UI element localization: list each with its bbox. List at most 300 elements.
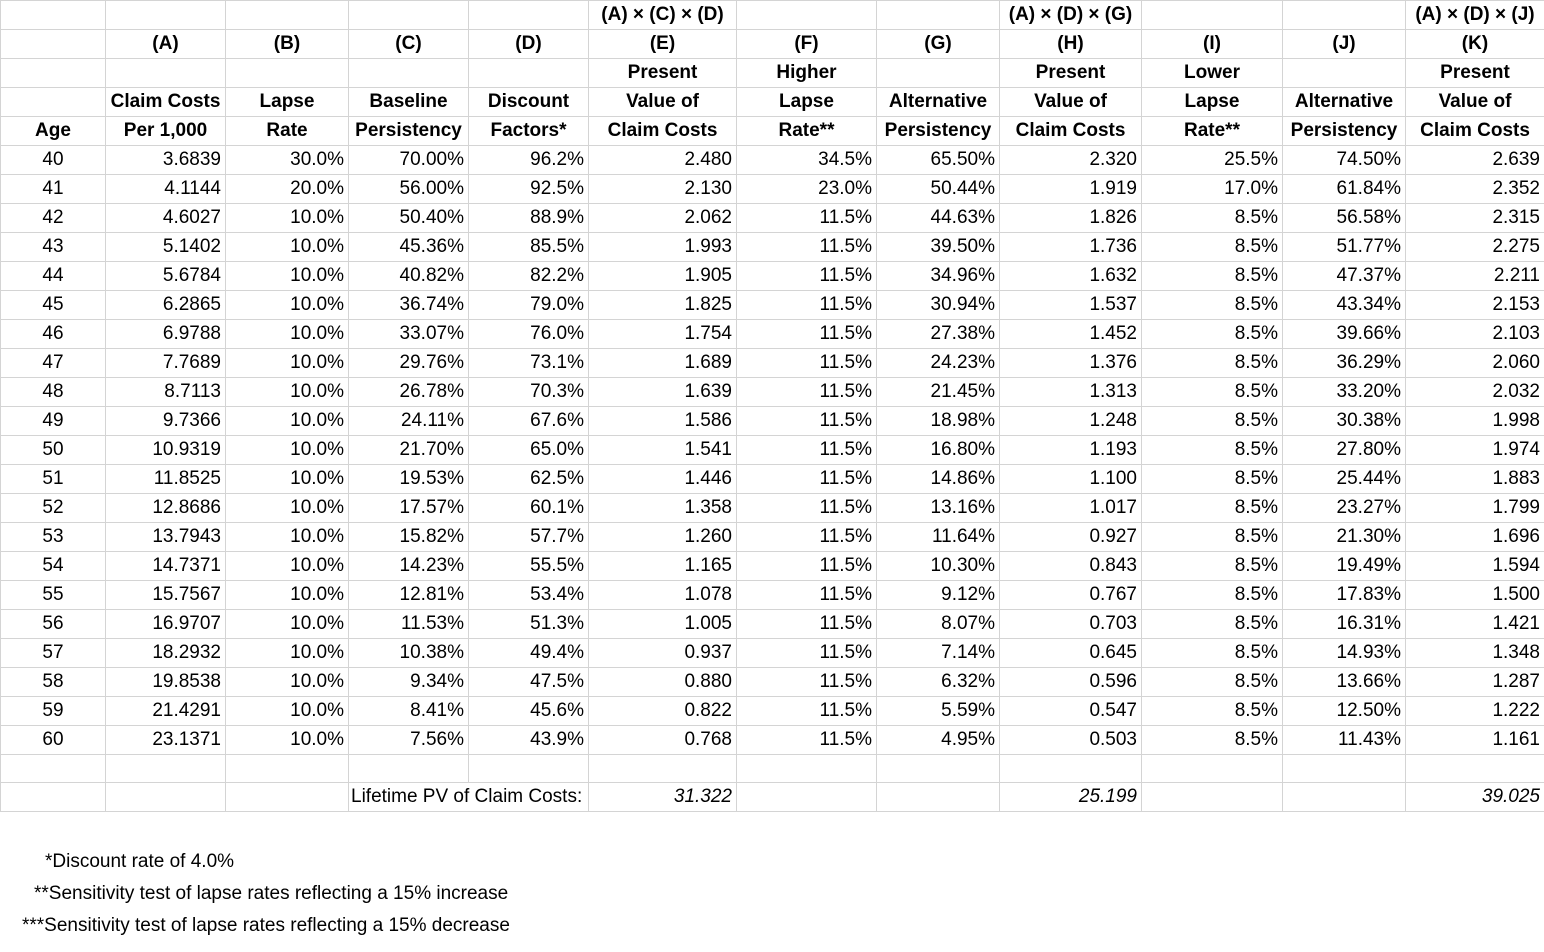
value-cell: 1.165 xyxy=(589,552,737,581)
value-cell: 21.4291 xyxy=(106,697,226,726)
value-cell: 1.689 xyxy=(589,349,737,378)
header-cell xyxy=(1,1,106,30)
value-cell: 62.5% xyxy=(469,465,589,494)
header-row xyxy=(1,117,1544,146)
header-cell xyxy=(106,1,226,30)
value-cell: 0.768 xyxy=(589,726,737,755)
value-cell: 30.38% xyxy=(1283,407,1406,436)
value-cell: 88.9% xyxy=(469,204,589,233)
value-cell: 1.883 xyxy=(1406,465,1544,494)
value-cell: 8.5% xyxy=(1142,291,1283,320)
age-cell: 44 xyxy=(1,262,106,291)
value-cell: 39.50% xyxy=(877,233,1000,262)
value-cell: 17.83% xyxy=(1283,581,1406,610)
value-cell: 1.313 xyxy=(1000,378,1142,407)
header-cell: (K) xyxy=(1406,30,1544,59)
header-cell: Per 1,000 xyxy=(106,117,226,146)
value-cell: 73.1% xyxy=(469,349,589,378)
value-cell: 8.5% xyxy=(1142,552,1283,581)
value-cell: 10.0% xyxy=(226,320,349,349)
age-cell: 49 xyxy=(1,407,106,436)
value-cell: 10.0% xyxy=(226,407,349,436)
value-cell: 13.16% xyxy=(877,494,1000,523)
value-cell: 10.0% xyxy=(226,610,349,639)
value-cell: 56.00% xyxy=(349,175,469,204)
value-cell: 21.30% xyxy=(1283,523,1406,552)
empty-cell xyxy=(589,755,737,783)
value-cell: 10.0% xyxy=(226,552,349,581)
age-cell: 48 xyxy=(1,378,106,407)
value-cell: 10.0% xyxy=(226,349,349,378)
value-cell: 11.5% xyxy=(737,233,877,262)
table-row xyxy=(1,146,1544,175)
value-cell: 27.80% xyxy=(1283,436,1406,465)
header-cell: Factors* xyxy=(469,117,589,146)
value-cell: 11.5% xyxy=(737,581,877,610)
age-cell: 50 xyxy=(1,436,106,465)
header-cell xyxy=(106,59,226,88)
value-cell: 92.5% xyxy=(469,175,589,204)
value-cell: 1.998 xyxy=(1406,407,1544,436)
value-cell: 2.352 xyxy=(1406,175,1544,204)
value-cell: 44.63% xyxy=(877,204,1000,233)
value-cell: 9.12% xyxy=(877,581,1000,610)
value-cell: 12.50% xyxy=(1283,697,1406,726)
value-cell: 50.40% xyxy=(349,204,469,233)
header-cell: (B) xyxy=(226,30,349,59)
value-cell: 1.358 xyxy=(589,494,737,523)
value-cell: 2.211 xyxy=(1406,262,1544,291)
value-cell: 2.275 xyxy=(1406,233,1544,262)
value-cell: 1.586 xyxy=(589,407,737,436)
header-row xyxy=(1,30,1544,59)
header-cell xyxy=(1142,1,1283,30)
value-cell: 23.27% xyxy=(1283,494,1406,523)
value-cell: 19.8538 xyxy=(106,668,226,697)
value-cell: 24.11% xyxy=(349,407,469,436)
header-row xyxy=(1,59,1544,88)
table-row xyxy=(1,494,1544,523)
value-cell: 25.44% xyxy=(1283,465,1406,494)
value-cell: 8.5% xyxy=(1142,204,1283,233)
value-cell: 29.76% xyxy=(349,349,469,378)
age-cell: 53 xyxy=(1,523,106,552)
value-cell: 11.5% xyxy=(737,465,877,494)
value-cell: 61.84% xyxy=(1283,175,1406,204)
value-cell: 1.974 xyxy=(1406,436,1544,465)
header-cell xyxy=(349,1,469,30)
value-cell: 10.0% xyxy=(226,523,349,552)
empty-cell xyxy=(226,783,349,812)
value-cell: 15.82% xyxy=(349,523,469,552)
header-cell xyxy=(1,59,106,88)
value-cell: 12.8686 xyxy=(106,494,226,523)
value-cell: 53.4% xyxy=(469,581,589,610)
value-cell: 7.7689 xyxy=(106,349,226,378)
value-cell: 6.2865 xyxy=(106,291,226,320)
value-cell: 1.421 xyxy=(1406,610,1544,639)
header-cell: Alternative xyxy=(1283,88,1406,117)
value-cell: 11.5% xyxy=(737,523,877,552)
header-cell: (J) xyxy=(1283,30,1406,59)
age-cell: 55 xyxy=(1,581,106,610)
header-cell xyxy=(469,1,589,30)
value-cell: 96.2% xyxy=(469,146,589,175)
header-cell: (C) xyxy=(349,30,469,59)
value-cell: 1.993 xyxy=(589,233,737,262)
value-cell: 1.005 xyxy=(589,610,737,639)
value-cell: 0.937 xyxy=(589,639,737,668)
value-cell: 10.0% xyxy=(226,233,349,262)
value-cell: 2.639 xyxy=(1406,146,1544,175)
value-cell: 0.547 xyxy=(1000,697,1142,726)
value-cell: 11.5% xyxy=(737,407,877,436)
header-row xyxy=(1,88,1544,117)
value-cell: 85.5% xyxy=(469,233,589,262)
header-cell: Claim Costs xyxy=(1406,117,1544,146)
empty-cell xyxy=(1,783,106,812)
value-cell: 11.64% xyxy=(877,523,1000,552)
table-row xyxy=(1,262,1544,291)
empty-cell xyxy=(349,755,469,783)
value-cell: 10.0% xyxy=(226,262,349,291)
value-cell: 11.5% xyxy=(737,320,877,349)
header-cell: Rate xyxy=(226,117,349,146)
value-cell: 1.736 xyxy=(1000,233,1142,262)
age-cell: 52 xyxy=(1,494,106,523)
header-cell: (E) xyxy=(589,30,737,59)
value-cell: 1.248 xyxy=(1000,407,1142,436)
header-cell: Present xyxy=(589,59,737,88)
header-cell xyxy=(1283,59,1406,88)
value-cell: 10.0% xyxy=(226,697,349,726)
value-cell: 0.645 xyxy=(1000,639,1142,668)
empty-cell xyxy=(877,755,1000,783)
value-cell: 1.376 xyxy=(1000,349,1142,378)
value-cell: 8.5% xyxy=(1142,407,1283,436)
value-cell: 11.5% xyxy=(737,494,877,523)
value-cell: 11.5% xyxy=(737,552,877,581)
header-cell: Lapse xyxy=(1142,88,1283,117)
empty-cell xyxy=(737,755,877,783)
value-cell: 19.49% xyxy=(1283,552,1406,581)
value-cell: 67.6% xyxy=(469,407,589,436)
value-cell: 70.00% xyxy=(349,146,469,175)
value-cell: 45.6% xyxy=(469,697,589,726)
header-cell: Lapse xyxy=(737,88,877,117)
value-cell: 6.32% xyxy=(877,668,1000,697)
age-cell: 58 xyxy=(1,668,106,697)
value-cell: 10.0% xyxy=(226,204,349,233)
value-cell: 65.0% xyxy=(469,436,589,465)
value-cell: 24.23% xyxy=(877,349,1000,378)
value-cell: 8.7113 xyxy=(106,378,226,407)
age-cell: 46 xyxy=(1,320,106,349)
value-cell: 13.7943 xyxy=(106,523,226,552)
value-cell: 8.5% xyxy=(1142,494,1283,523)
value-cell: 14.93% xyxy=(1283,639,1406,668)
header-cell: Value of xyxy=(1000,88,1142,117)
value-cell: 8.5% xyxy=(1142,523,1283,552)
value-cell: 0.822 xyxy=(589,697,737,726)
value-cell: 2.315 xyxy=(1406,204,1544,233)
table-row xyxy=(1,291,1544,320)
value-cell: 8.5% xyxy=(1142,436,1283,465)
header-cell: (A) × (C) × (D) xyxy=(589,1,737,30)
value-cell: 1.078 xyxy=(589,581,737,610)
age-cell: 51 xyxy=(1,465,106,494)
empty-cell xyxy=(1000,755,1142,783)
value-cell: 40.82% xyxy=(349,262,469,291)
value-cell: 1.348 xyxy=(1406,639,1544,668)
age-cell: 41 xyxy=(1,175,106,204)
header-cell: Claim Costs xyxy=(1000,117,1142,146)
value-cell: 45.36% xyxy=(349,233,469,262)
table-row xyxy=(1,726,1544,755)
value-cell: 11.53% xyxy=(349,610,469,639)
header-cell: (A) xyxy=(106,30,226,59)
value-cell: 27.38% xyxy=(877,320,1000,349)
value-cell: 33.20% xyxy=(1283,378,1406,407)
header-cell: (G) xyxy=(877,30,1000,59)
header-cell: (H) xyxy=(1000,30,1142,59)
header-cell: Claim Costs xyxy=(589,117,737,146)
footnote-lower-lapse: ***Sensitivity test of lapse rates reflecting a 15% decrease xyxy=(22,915,510,936)
value-cell: 11.5% xyxy=(737,610,877,639)
empty-cell xyxy=(1283,755,1406,783)
value-cell: 1.632 xyxy=(1000,262,1142,291)
header-cell: (I) xyxy=(1142,30,1283,59)
value-cell: 11.5% xyxy=(737,726,877,755)
footnotes xyxy=(0,846,510,942)
value-cell: 1.100 xyxy=(1000,465,1142,494)
header-cell: Present xyxy=(1000,59,1142,88)
value-cell: 0.927 xyxy=(1000,523,1142,552)
total-higher-lapse-pv: 25.199 xyxy=(1000,783,1142,812)
value-cell: 1.287 xyxy=(1406,668,1544,697)
table-row xyxy=(1,610,1544,639)
age-cell: 59 xyxy=(1,697,106,726)
value-cell: 79.0% xyxy=(469,291,589,320)
value-cell: 23.0% xyxy=(737,175,877,204)
value-cell: 0.596 xyxy=(1000,668,1142,697)
value-cell: 9.7366 xyxy=(106,407,226,436)
value-cell: 26.78% xyxy=(349,378,469,407)
header-cell xyxy=(226,1,349,30)
value-cell: 8.5% xyxy=(1142,581,1283,610)
empty-cell xyxy=(106,783,226,812)
value-cell: 8.5% xyxy=(1142,697,1283,726)
age-cell: 45 xyxy=(1,291,106,320)
age-cell: 54 xyxy=(1,552,106,581)
value-cell: 50.44% xyxy=(877,175,1000,204)
header-cell: Value of xyxy=(589,88,737,117)
value-cell: 1.905 xyxy=(589,262,737,291)
value-cell: 8.07% xyxy=(877,610,1000,639)
age-cell: 40 xyxy=(1,146,106,175)
empty-cell xyxy=(1406,755,1544,783)
header-cell: Rate** xyxy=(1142,117,1283,146)
value-cell: 11.5% xyxy=(737,291,877,320)
footnote-discount-rate: *Discount rate of 4.0% xyxy=(45,851,235,872)
value-cell: 25.5% xyxy=(1142,146,1283,175)
header-cell: Lower xyxy=(1142,59,1283,88)
header-cell: (D) xyxy=(469,30,589,59)
value-cell: 0.503 xyxy=(1000,726,1142,755)
value-cell: 5.1402 xyxy=(106,233,226,262)
value-cell: 10.0% xyxy=(226,726,349,755)
value-cell: 1.222 xyxy=(1406,697,1544,726)
blank-row xyxy=(1,755,1544,783)
value-cell: 2.480 xyxy=(589,146,737,175)
value-cell: 7.14% xyxy=(877,639,1000,668)
value-cell: 16.31% xyxy=(1283,610,1406,639)
header-cell: (F) xyxy=(737,30,877,59)
value-cell: 11.5% xyxy=(737,378,877,407)
value-cell: 65.50% xyxy=(877,146,1000,175)
header-cell: Higher xyxy=(737,59,877,88)
header-cell xyxy=(349,59,469,88)
header-cell: (A) × (D) × (G) xyxy=(1000,1,1142,30)
value-cell: 1.594 xyxy=(1406,552,1544,581)
header-cell: Claim Costs xyxy=(106,88,226,117)
header-cell xyxy=(1,30,106,59)
table-row xyxy=(1,581,1544,610)
value-cell: 8.5% xyxy=(1142,378,1283,407)
empty-cell xyxy=(737,783,877,812)
value-cell: 5.59% xyxy=(877,697,1000,726)
value-cell: 47.37% xyxy=(1283,262,1406,291)
value-cell: 16.9707 xyxy=(106,610,226,639)
header-cell xyxy=(877,59,1000,88)
value-cell: 76.0% xyxy=(469,320,589,349)
value-cell: 36.29% xyxy=(1283,349,1406,378)
value-cell: 5.6784 xyxy=(106,262,226,291)
value-cell: 0.880 xyxy=(589,668,737,697)
table-row xyxy=(1,204,1544,233)
value-cell: 1.017 xyxy=(1000,494,1142,523)
value-cell: 1.826 xyxy=(1000,204,1142,233)
value-cell: 1.754 xyxy=(589,320,737,349)
total-baseline-pv: 31.322 xyxy=(589,783,737,812)
value-cell: 10.0% xyxy=(226,291,349,320)
header-cell: (A) × (D) × (J) xyxy=(1406,1,1544,30)
table-row xyxy=(1,552,1544,581)
value-cell: 1.193 xyxy=(1000,436,1142,465)
header-cell: Value of xyxy=(1406,88,1544,117)
value-cell: 8.5% xyxy=(1142,465,1283,494)
value-cell: 8.5% xyxy=(1142,639,1283,668)
value-cell: 21.45% xyxy=(877,378,1000,407)
value-cell: 10.0% xyxy=(226,668,349,697)
value-cell: 2.032 xyxy=(1406,378,1544,407)
table-row xyxy=(1,697,1544,726)
value-cell: 10.9319 xyxy=(106,436,226,465)
value-cell: 1.500 xyxy=(1406,581,1544,610)
header-cell: Age xyxy=(1,117,106,146)
header-row xyxy=(1,1,1544,30)
value-cell: 34.96% xyxy=(877,262,1000,291)
value-cell: 8.5% xyxy=(1142,349,1283,378)
value-cell: 2.103 xyxy=(1406,320,1544,349)
value-cell: 2.060 xyxy=(1406,349,1544,378)
header-cell: Persistency xyxy=(349,117,469,146)
totals-label: Lifetime PV of Claim Costs: xyxy=(349,783,589,812)
value-cell: 51.3% xyxy=(469,610,589,639)
value-cell: 36.74% xyxy=(349,291,469,320)
value-cell: 20.0% xyxy=(226,175,349,204)
value-cell: 19.53% xyxy=(349,465,469,494)
value-cell: 33.07% xyxy=(349,320,469,349)
value-cell: 1.452 xyxy=(1000,320,1142,349)
empty-cell xyxy=(106,755,226,783)
value-cell: 2.062 xyxy=(589,204,737,233)
header-cell: Alternative xyxy=(877,88,1000,117)
header-cell: Rate** xyxy=(737,117,877,146)
age-cell: 56 xyxy=(1,610,106,639)
value-cell: 43.34% xyxy=(1283,291,1406,320)
table-row xyxy=(1,407,1544,436)
totals-row xyxy=(1,783,1544,812)
header-cell xyxy=(226,59,349,88)
value-cell: 2.153 xyxy=(1406,291,1544,320)
value-cell: 18.2932 xyxy=(106,639,226,668)
header-cell: Baseline xyxy=(349,88,469,117)
empty-cell xyxy=(877,783,1000,812)
value-cell: 17.57% xyxy=(349,494,469,523)
value-cell: 47.5% xyxy=(469,668,589,697)
header-cell: Persistency xyxy=(877,117,1000,146)
value-cell: 4.6027 xyxy=(106,204,226,233)
value-cell: 21.70% xyxy=(349,436,469,465)
value-cell: 55.5% xyxy=(469,552,589,581)
value-cell: 6.9788 xyxy=(106,320,226,349)
value-cell: 11.5% xyxy=(737,436,877,465)
value-cell: 0.843 xyxy=(1000,552,1142,581)
value-cell: 14.7371 xyxy=(106,552,226,581)
table-row xyxy=(1,668,1544,697)
age-cell: 60 xyxy=(1,726,106,755)
value-cell: 30.94% xyxy=(877,291,1000,320)
empty-cell xyxy=(1142,755,1283,783)
empty-cell xyxy=(1,755,106,783)
value-cell: 34.5% xyxy=(737,146,877,175)
value-cell: 74.50% xyxy=(1283,146,1406,175)
value-cell: 49.4% xyxy=(469,639,589,668)
value-cell: 7.56% xyxy=(349,726,469,755)
value-cell: 10.0% xyxy=(226,494,349,523)
value-cell: 0.703 xyxy=(1000,610,1142,639)
age-cell: 43 xyxy=(1,233,106,262)
total-lower-lapse-pv: 39.025 xyxy=(1406,783,1544,812)
value-cell: 11.5% xyxy=(737,349,877,378)
value-cell: 11.5% xyxy=(737,262,877,291)
header-cell xyxy=(737,1,877,30)
value-cell: 11.5% xyxy=(737,204,877,233)
age-cell: 57 xyxy=(1,639,106,668)
value-cell: 14.86% xyxy=(877,465,1000,494)
value-cell: 10.38% xyxy=(349,639,469,668)
empty-cell xyxy=(1283,783,1406,812)
value-cell: 39.66% xyxy=(1283,320,1406,349)
header-cell: Discount xyxy=(469,88,589,117)
header-cell xyxy=(877,1,1000,30)
value-cell: 1.639 xyxy=(589,378,737,407)
value-cell: 14.23% xyxy=(349,552,469,581)
value-cell: 70.3% xyxy=(469,378,589,407)
age-cell: 47 xyxy=(1,349,106,378)
value-cell: 10.0% xyxy=(226,581,349,610)
